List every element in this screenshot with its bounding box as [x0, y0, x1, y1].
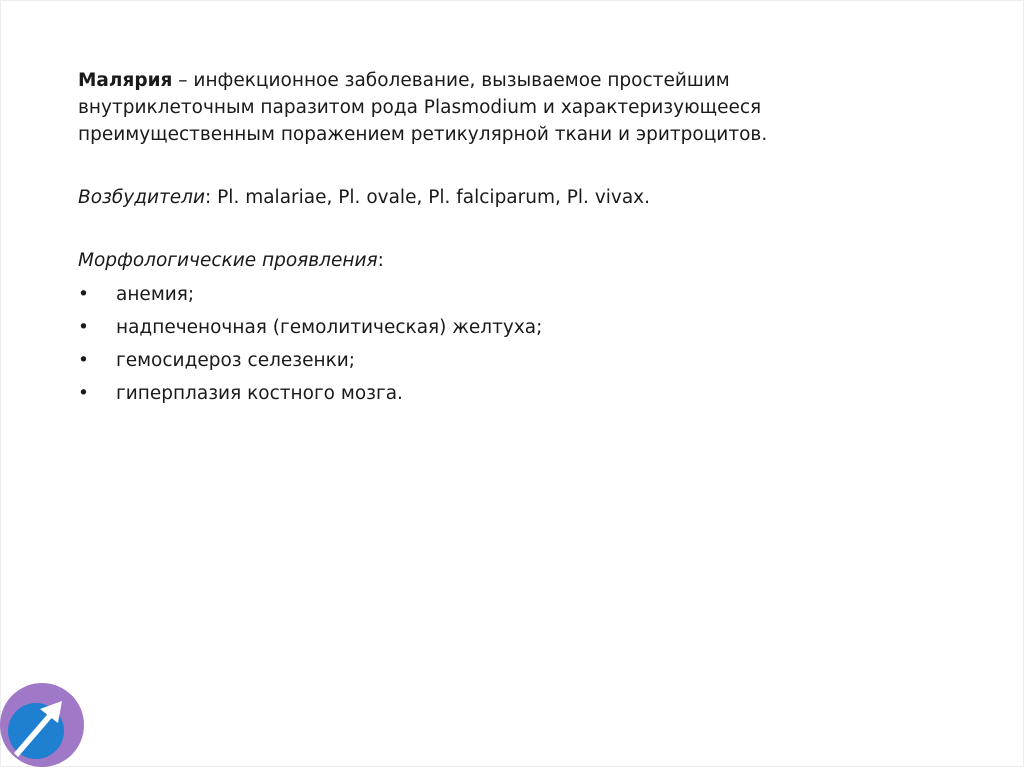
- list-item: [78, 344, 838, 377]
- pathogens-text: : Pl. malariae, Pl. ovale, Pl. falciparum, Pl. vivax.: [205, 187, 651, 208]
- pathogens-line: [78, 184, 838, 211]
- list-item: [78, 278, 838, 311]
- list-item-text: анемия;: [116, 284, 195, 305]
- list-item: [78, 377, 838, 410]
- list-item-text: гемосидероз селезенки;: [116, 350, 356, 371]
- arrow-logo-icon: [0, 683, 84, 767]
- list-item-text: гиперплазия костного мозга.: [116, 383, 403, 404]
- list-item: [78, 311, 838, 344]
- bullet-icon: •: [78, 284, 89, 305]
- bullet-icon: •: [78, 350, 89, 371]
- list-item-text: надпеченочная (гемолитическая) желтуха;: [116, 317, 543, 338]
- manifestations-list: [78, 278, 838, 410]
- definition-text: – инфекционное заболевание, вызываемое простейшим внутриклеточным паразитом рода Plasmodium и характеризующееся преимущественным поражением ретикулярной ткани и эритроцитов.: [78, 70, 768, 145]
- manifestations-label: Морфологические проявления: [78, 250, 378, 271]
- bullet-icon: •: [78, 317, 89, 338]
- manifestations-heading: [78, 247, 838, 274]
- definition-term: Малярия: [78, 70, 173, 91]
- bullet-icon: •: [78, 383, 89, 404]
- slide-content: [78, 67, 838, 410]
- manifestations-suffix: :: [377, 250, 384, 271]
- malaria-definition: [78, 67, 838, 148]
- pathogens-label: Возбудители: [78, 187, 206, 208]
